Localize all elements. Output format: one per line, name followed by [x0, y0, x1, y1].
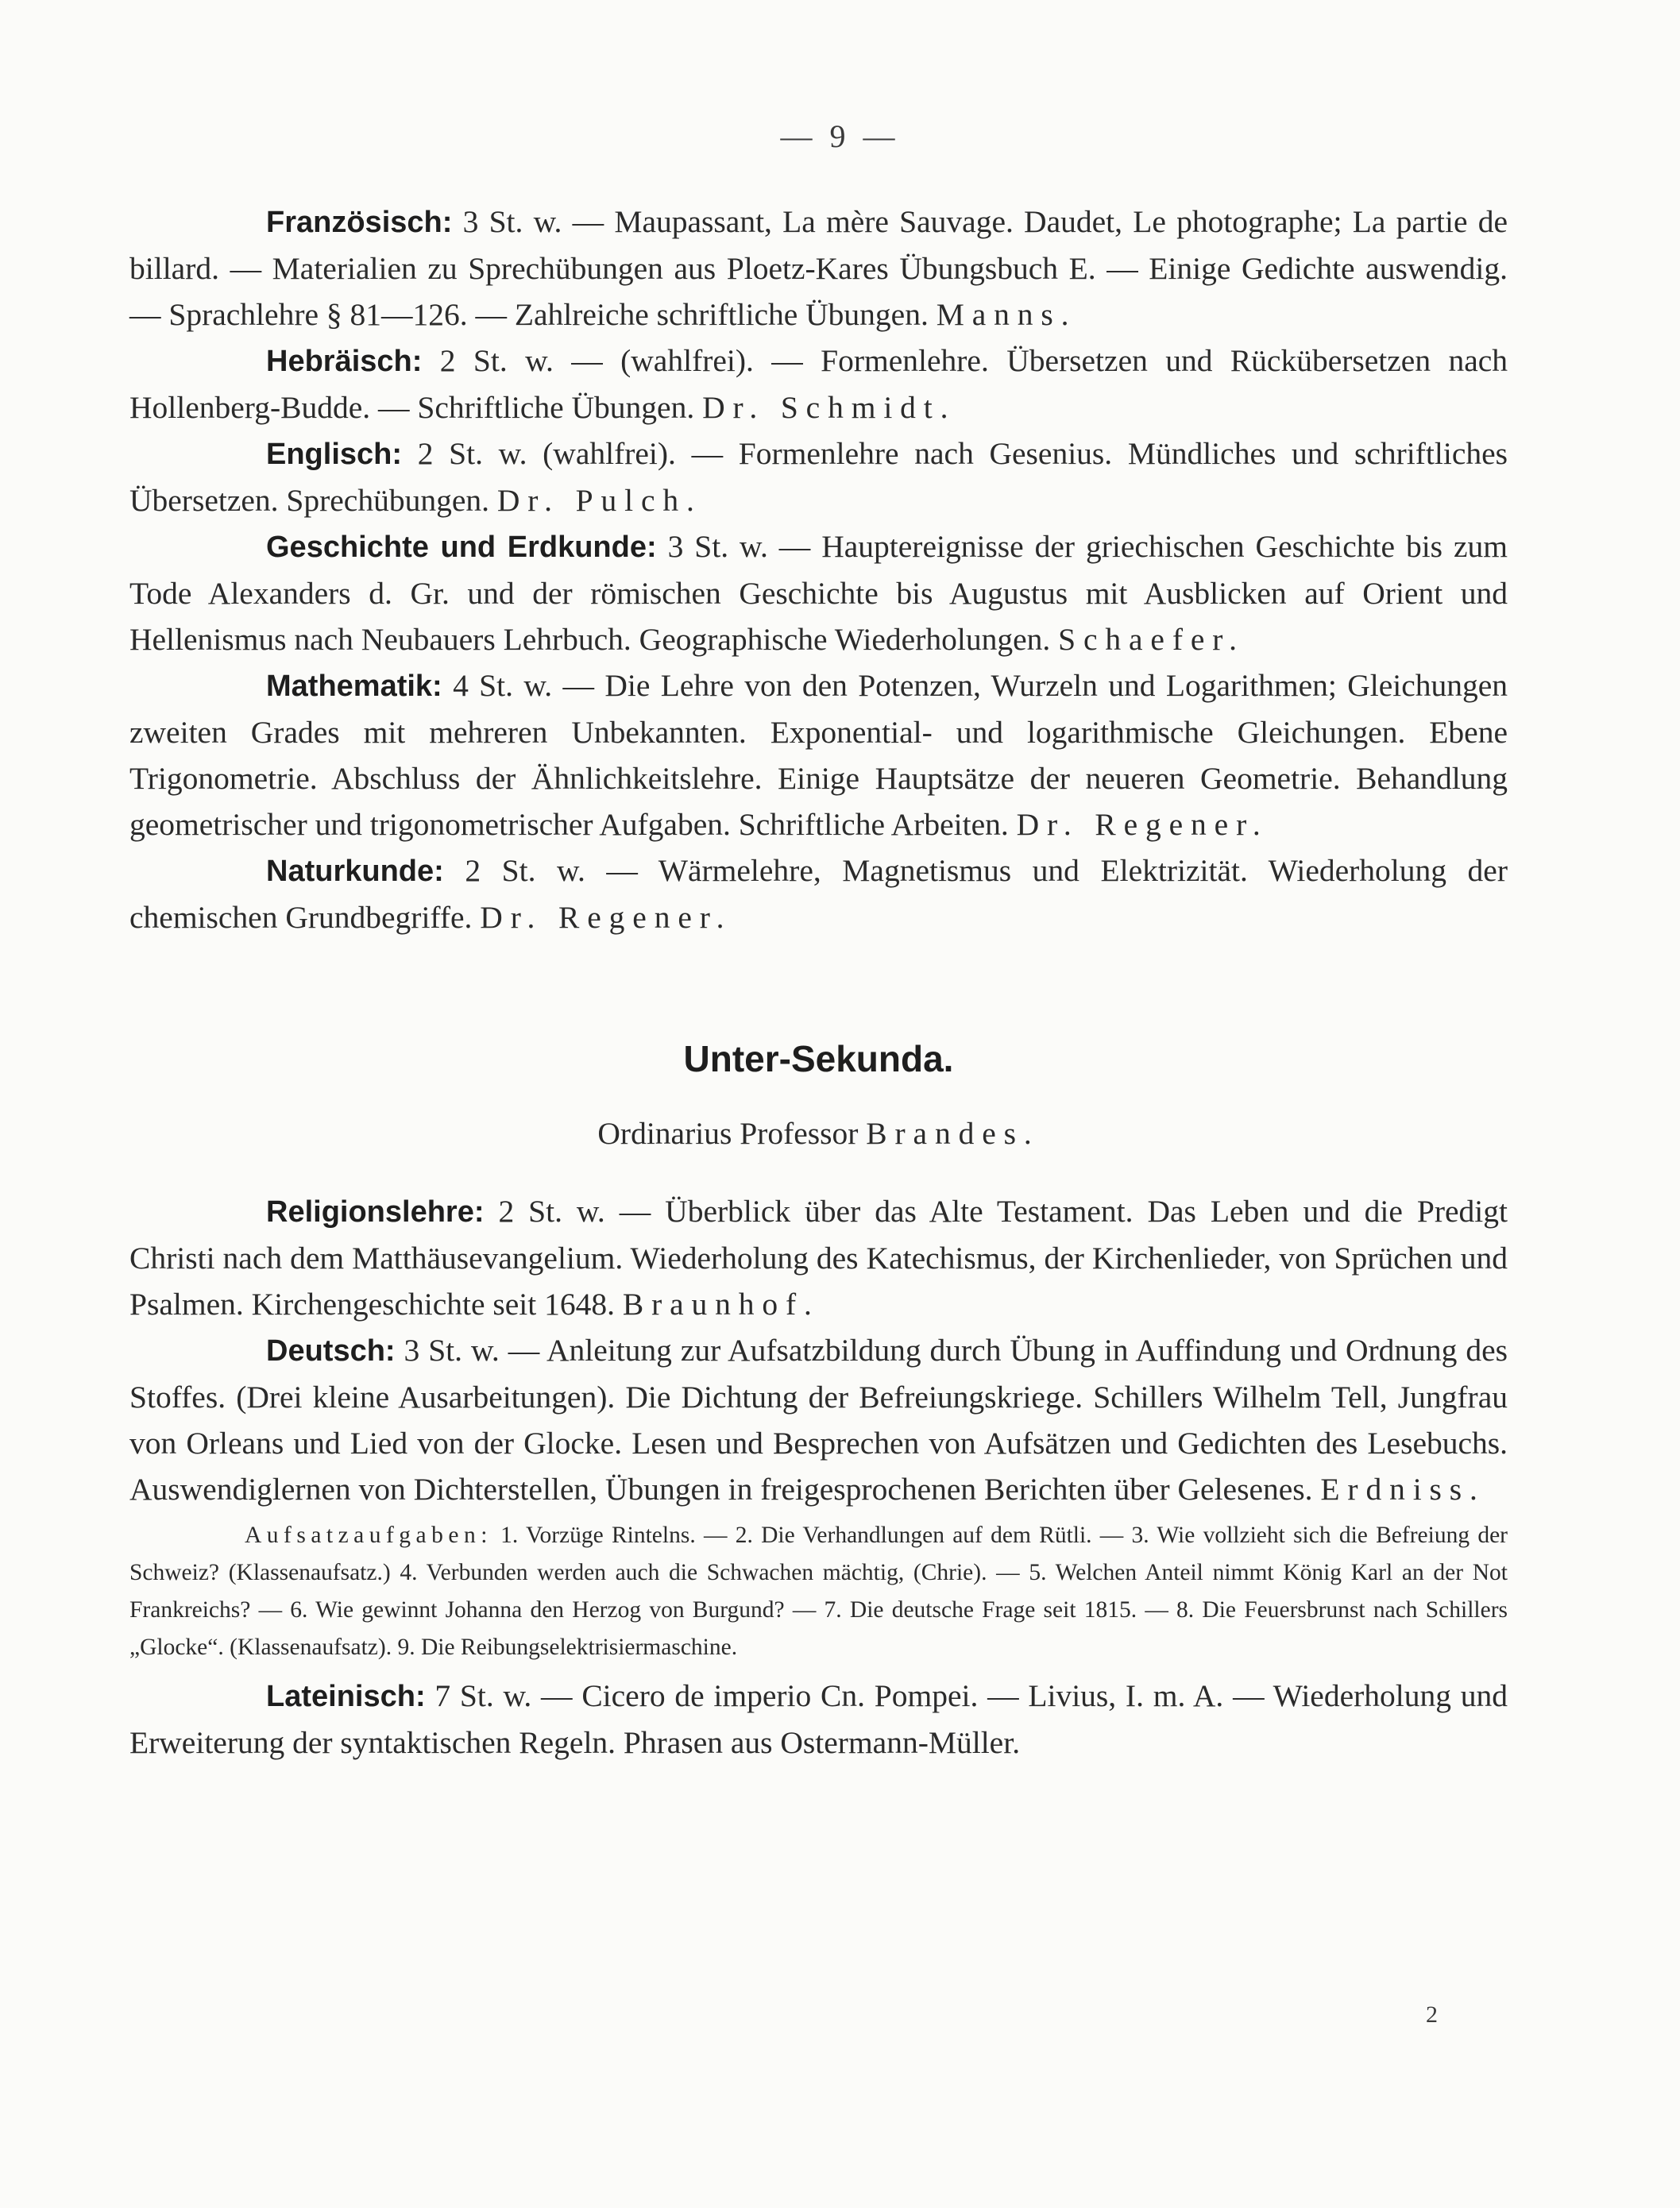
ordinarius-name: Brandes. [866, 1116, 1040, 1151]
subject-heading: Französisch: [266, 206, 453, 239]
section-title: Unter-Sekunda. [683, 1038, 954, 1079]
subject-heading: Mathematik: [266, 670, 442, 703]
subject-deutsch [129, 1327, 1508, 1512]
subject-mathematik [129, 662, 1508, 847]
subject-text: 2 St. w. (wahlfrei). — Formenlehre nach Gesenius. Mündliches und schriftliches Übersetzen. Sprechübungen. [129, 436, 1508, 518]
subject-text: 2 St. w. — (wahlfrei). — Formenlehre. Übersetzen und Rückübersetzen nach Hollenberg-Budde. — Schriftliche Übungen. [129, 343, 1508, 425]
subject-geschichte [129, 523, 1508, 662]
teacher-name: Erdniss. [1320, 1472, 1485, 1507]
teacher-name: Braunhof. [622, 1287, 820, 1322]
subject-heading: Geschichte und Erdkunde: [266, 531, 657, 564]
subject-franzoesisch [129, 199, 1508, 338]
subject-naturkunde [129, 847, 1508, 940]
signature-mark: 2 [1426, 2001, 1438, 2028]
subject-englisch [129, 430, 1508, 523]
subject-text: 4 St. w. — Die Lehre von den Potenzen, Wurzeln und Logarithmen; Gleichungen zweiten Grades mit mehreren Unbekannten. Exponential- und logarithmische Gleichungen. Ebene Trigonometrie. Abschluss der Ähnlichkeitslehre. Einige Hauptsätze der neueren Geometrie. Behandlung geometrischer und trigonometrischer Aufgaben. Schriftliche Arbeiten. [129, 668, 1508, 842]
teacher-name: Manns. [936, 297, 1077, 332]
subject-heading: Religionslehre: [266, 1195, 485, 1229]
subject-lateinisch [129, 1673, 1508, 1766]
subject-heading: Englisch: [266, 438, 403, 471]
aufsatz-label: Aufsatzaufgaben: [245, 1523, 492, 1548]
teacher-name: Dr. Regener. [480, 900, 732, 935]
subject-hebraeisch [129, 338, 1508, 430]
subject-heading: Hebräisch: [266, 345, 423, 378]
aufsatzaufgaben [129, 1517, 1508, 1666]
subject-text: 7 St. w. — Cicero de imperio Cn. Pompei. — Livius, I. m. A. — Wiederholung und Erweiterung der syntaktischen Regeln. Phrasen aus Ostermann-Müller. [129, 1678, 1508, 1760]
ordinarius-line [129, 1110, 1508, 1156]
aufsatz-text: 1. Vorzüge Rintelns. — 2. Die Verhandlungen auf dem Rütli. — 3. Wie vollzieht sich die Befreiung der Schweiz? (Klassenaufsatz.) 4. Verbunden werden auch die Schwachen mächtig, (Chrie). — 5. Welchen Anteil nimmt König Karl an der Not Frankreichs? — 6. Wie gewinnt Johanna den Herzog von Burgund? — 7. Die deutsche Frage seit 1815. — 8. Die Feuersbrunst nach Schillers „Glocke“. (Klassenaufsatz). 9. Die Reibungselektrisiermaschine. [129, 1523, 1508, 1660]
subject-text: 3 St. w. — Maupassant, La mère Sauvage. Daudet, Le photographe; La partie de billard. — Materialien zu Sprechübungen aus Ploetz-Kares Übungsbuch E. — Einige Gedichte auswendig. — Sprachlehre § 81—126. — Zahlreiche schriftliche Übungen. [129, 204, 1508, 332]
subject-text: 3 St. w. — Hauptereignisse der griechischen Geschichte bis zum Tode Alexanders d. Gr. und der römischen Geschichte bis Augustus mit Ausblicken auf Orient und Hellenismus nach Neubauers Lehrbuch. Geographische Wiederholungen. [129, 529, 1508, 657]
subject-text: 3 St. w. — Anleitung zur Aufsatzbildung durch Übung in Auffindung und Ordnung des Stoffes. (Drei kleine Ausarbeitungen). Die Dichtung der Befreiungskriege. Schillers Wilhelm Tell, Jungfrau von Orleans und Lied von der Glocke. Lesen und Besprechen von Aufsätzen und Gedichten des Lesebuchs. Auswendiglernen von Dichterstellen, Übungen in freigesprochenen Berichten über Gelesenes. [129, 1333, 1508, 1507]
teacher-name: Dr. Schmidt. [702, 390, 956, 425]
ordinarius-prefix: Ordinarius Professor [597, 1116, 859, 1151]
subject-heading: Lateinisch: [266, 1680, 426, 1713]
teacher-name: Schaefer. [1058, 622, 1245, 657]
subject-heading: Naturkunde: [266, 855, 444, 888]
teacher-name: Dr. Pulch. [496, 483, 702, 518]
content-column [129, 199, 1508, 1766]
subject-heading: Deutsch: [266, 1334, 396, 1368]
page-number: — 9 — [780, 118, 900, 154]
subject-text: 2 St. w. — Überblick über das Alte Testament. Das Leben und die Predigt Christi nach dem Matthäusevangelium. Wiederholung des Katechismus, der Kirchenlieder, von Sprüchen und Psalmen. Kirchengeschichte seit 1648. [129, 1194, 1508, 1322]
subject-text: 2 St. w. — Wärmelehre, Magnetismus und Elektrizität. Wiederholung der chemischen Grundbegriffe. [129, 853, 1508, 935]
teacher-name: Dr. Regener. [1016, 807, 1269, 842]
subject-religionslehre [129, 1188, 1508, 1327]
